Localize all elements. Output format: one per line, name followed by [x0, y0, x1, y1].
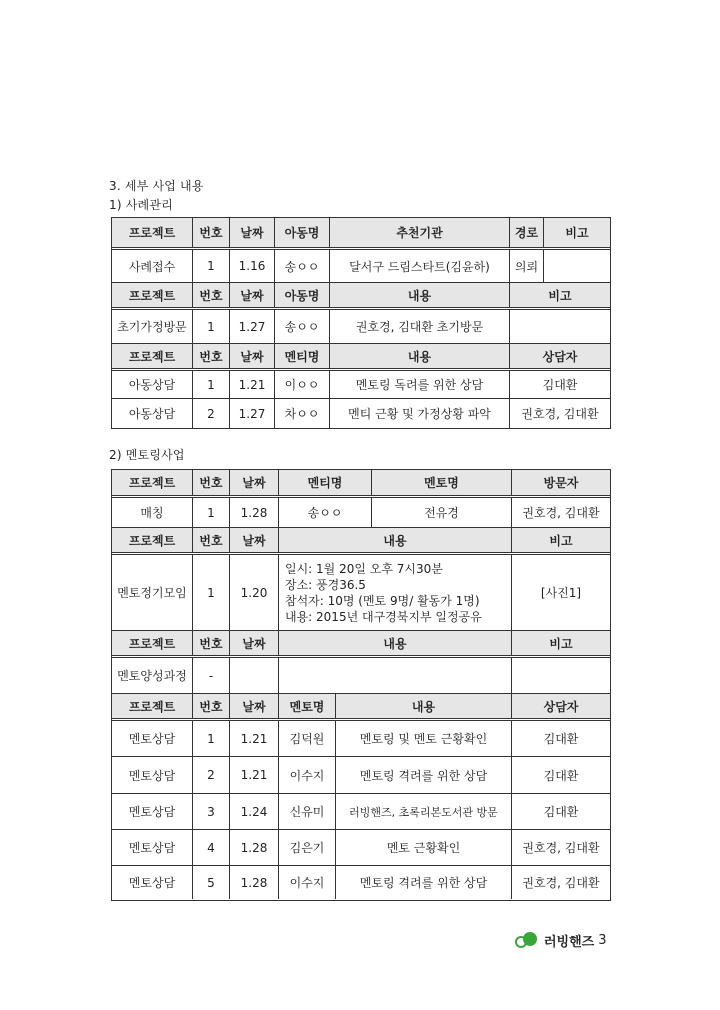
table-row: [112, 655, 610, 693]
header-cell: 프로젝트: [112, 218, 193, 247]
header-cell: 번호: [193, 344, 230, 368]
footer-brand: 러빙핸즈: [544, 934, 595, 950]
table-cell: [544, 250, 610, 282]
table-cell: 1.27: [230, 310, 275, 343]
table-cell: 멘티 근황 및 가정상황 파악: [330, 399, 510, 428]
table-cell: 김은기: [279, 830, 336, 865]
table-row: [112, 718, 610, 756]
table-cell: 멘토정기모임: [112, 555, 193, 630]
table-row: [112, 829, 610, 865]
table-row: [112, 552, 610, 630]
header-cell: 멘티명: [279, 470, 372, 495]
table-header-row: [112, 693, 610, 718]
table-cell: 1.28: [230, 866, 279, 899]
header-cell: 번호: [193, 218, 230, 247]
header-cell: 날짜: [230, 694, 279, 718]
table-row: [112, 398, 610, 428]
table-cell: 1: [193, 721, 230, 756]
loving-hands-logo-icon: [514, 930, 540, 950]
table-cell: 권호경, 김대환: [522, 841, 600, 855]
header-cell: 프로젝트: [112, 528, 193, 552]
header-cell: 프로젝트: [112, 470, 193, 495]
table-header-row: [112, 630, 610, 655]
header-cell: 내용: [279, 528, 512, 552]
header-cell: 멘토명: [372, 470, 512, 495]
table-cell: 1.27: [230, 399, 275, 428]
table-cell: 1: [193, 250, 230, 282]
table-cell: [230, 658, 279, 693]
header-cell: 번호: [193, 283, 230, 307]
case-table: [111, 217, 611, 429]
header-cell: 번호: [193, 470, 230, 495]
table-cell: 4: [193, 830, 230, 865]
header-cell: 날짜: [230, 344, 275, 368]
header-cell: 날짜: [230, 218, 275, 247]
table-cell: 의뢰: [510, 250, 544, 282]
table-cell: 1.16: [230, 250, 275, 282]
header-cell: 방문자: [543, 476, 579, 490]
page-footer: [514, 930, 607, 950]
table-cell: 송ㅇㅇ: [279, 498, 372, 527]
meeting-detail-line: 참석자: 10명 (멘토 9명/ 활동가 1명): [285, 593, 480, 608]
header-cell: 추천기관: [330, 218, 510, 247]
header-cell: 번호: [193, 631, 230, 655]
table-cell: 이ㅇㅇ: [275, 371, 330, 398]
header-cell: 내용: [330, 344, 510, 368]
header-cell: 내용: [279, 631, 512, 655]
header-cell: 프로젝트: [112, 283, 193, 307]
table-cell: 권호경, 김대환: [521, 407, 599, 421]
table-header-row: [112, 282, 610, 307]
table-cell: 멘토링 격려를 위한 상담: [336, 866, 512, 899]
table-row: [112, 495, 610, 527]
table-cell: 전유경: [372, 498, 512, 527]
table-cell: 김덕원: [279, 721, 336, 756]
table-cell: 달서구 드림스타트(김윤하): [330, 250, 510, 282]
table-header-row: [112, 218, 610, 247]
table-cell: 1.24: [230, 794, 279, 829]
table-cell: 아동상담: [112, 371, 193, 398]
header-cell: 프로젝트: [112, 694, 193, 718]
header-cell: 비고: [549, 636, 573, 651]
header-cell: 비고: [548, 288, 572, 303]
table-cell: 1.28: [230, 830, 279, 865]
header-cell: 프로젝트: [112, 631, 193, 655]
table-cell: 권호경, 김대환 초기방문: [330, 310, 510, 343]
meeting-detail-line: 장소: 풍경36.5: [285, 577, 366, 592]
table-cell: 1.28: [230, 498, 279, 527]
table-cell: 매칭: [112, 498, 193, 527]
table-cell: 1: [193, 498, 230, 527]
header-cell: 프로젝트: [112, 344, 193, 368]
table-cell: 5: [193, 866, 230, 899]
header-cell: 상담자: [542, 349, 578, 364]
case-heading: 1) 사례관리: [109, 198, 173, 212]
table-cell: [279, 658, 512, 693]
table-cell: 멘토링 격려를 위한 상담: [336, 757, 512, 793]
table-cell: [사진1]: [540, 586, 582, 600]
table-cell: 2: [193, 399, 230, 428]
header-cell: 날짜: [230, 528, 279, 552]
table-cell: 김대환: [543, 732, 579, 746]
table-cell: 멘토링 독려를 위한 상담: [330, 371, 510, 398]
table-row: [112, 793, 610, 829]
table-cell: 1.21: [230, 757, 279, 793]
table-cell: [510, 310, 610, 343]
table-cell: 신유미: [279, 794, 336, 829]
header-cell: 멘티명: [275, 344, 330, 368]
table-cell: 3: [193, 794, 230, 829]
meeting-detail-line: 내용: 2015년 대구경북지부 일정공유: [285, 609, 482, 624]
table-cell: 멘토상담: [112, 830, 193, 865]
mentoring-heading: 2) 멘토링사업: [109, 448, 185, 462]
table-cell: 이수지: [279, 757, 336, 793]
table-cell: 멘토상담: [112, 721, 193, 756]
table-cell: 김대환: [543, 805, 579, 819]
table-header-row: [112, 527, 610, 552]
section-heading: 3. 세부 사업 내용: [109, 179, 204, 193]
table-cell: 1.21: [230, 371, 275, 398]
page-number: 3: [598, 932, 607, 948]
table-cell: 1: [193, 310, 230, 343]
header-cell: 내용: [336, 694, 512, 718]
table-cell: 멘토 근황확인: [336, 830, 512, 865]
table-cell: 송ㅇㅇ: [275, 310, 330, 343]
table-row: [112, 247, 610, 282]
table-cell: 김대환: [542, 378, 578, 392]
table-cell: 멘토상담: [112, 866, 193, 899]
table-row: [112, 307, 610, 343]
header-cell: 비고: [565, 226, 589, 240]
header-cell: 아동명: [275, 283, 330, 307]
table-cell: 1: [193, 371, 230, 398]
meeting-detail-line: 일시: 1월 20일 오후 7시30분: [285, 561, 443, 576]
table-cell: 김대환: [543, 768, 579, 783]
table-cell: 권호경, 김대환: [522, 876, 600, 890]
table-cell: 초기가정방문: [112, 310, 193, 343]
header-cell: 날짜: [230, 631, 279, 655]
table-row: [112, 865, 610, 899]
mentoring-table: [111, 469, 611, 901]
header-cell: 경로: [510, 218, 544, 247]
header-cell: 상담자: [543, 699, 579, 714]
header-cell: 내용: [330, 283, 510, 307]
header-cell: 날짜: [230, 470, 279, 495]
table-header-row: [112, 343, 610, 368]
table-cell: 멘토양성과정: [112, 658, 193, 693]
table-row: [112, 368, 610, 398]
header-cell: 번호: [193, 528, 230, 552]
table-cell: 아동상담: [112, 399, 193, 428]
table-cell: 1.21: [230, 721, 279, 756]
table-cell: 멘토상담: [112, 757, 193, 793]
header-cell: 비고: [549, 533, 573, 548]
table-cell: 사례접수: [112, 250, 193, 282]
table-cell: 송ㅇㅇ: [275, 250, 330, 282]
header-cell: 번호: [193, 694, 230, 718]
table-header-row: [112, 470, 610, 495]
table-cell: 멘토상담: [112, 794, 193, 829]
meeting-details-cell: [279, 555, 512, 630]
header-cell: 날짜: [230, 283, 275, 307]
table-cell: 이수지: [279, 866, 336, 899]
table-cell: 2: [193, 757, 230, 793]
header-cell: 멘토명: [279, 694, 336, 718]
table-cell: 차ㅇㅇ: [275, 399, 330, 428]
table-row: [112, 756, 610, 793]
table-cell: 1.20: [230, 555, 279, 630]
table-cell: 1: [193, 555, 230, 630]
table-cell: 권호경, 김대환: [522, 506, 600, 520]
table-cell: [512, 658, 610, 693]
table-cell: 러빙핸즈, 초록리본도서관 방문: [336, 794, 512, 829]
table-cell: 멘토링 및 멘토 근황확인: [336, 721, 512, 756]
header-cell: 아동명: [275, 218, 330, 247]
table-cell: -: [193, 658, 230, 693]
